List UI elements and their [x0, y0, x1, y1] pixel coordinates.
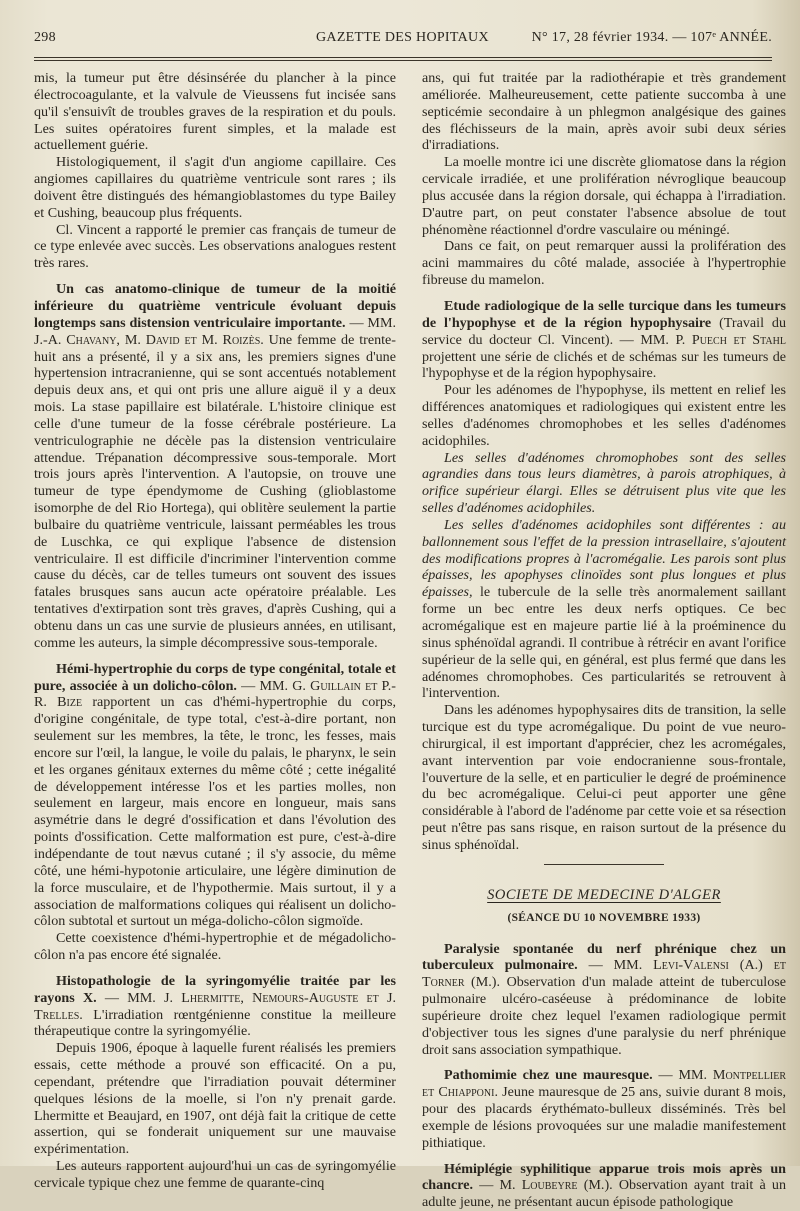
article-text: Observation d'un malade atteint de tuberculose pulmonaire ulcéro-caséeuse à prédominance de lobite supérieure droite chez lequel l'examen radiologique permit d'objectiver tous les signes d'une paralysie du nerf phrénique droit sans association sympathique. — [422, 974, 786, 1058]
paragraph: Cl. Vincent a rapporté le premier cas français de tumeur de ce type enlevée avec succès. Les observations analogues restent très rares. — [34, 221, 396, 272]
article-text: projettent une série de clichés et de schémas sur les tumeurs de l'hypophyse et de la région hypophysaire. — [422, 348, 786, 382]
italic-text: Les selles d'adénomes acidophiles sont différentes : au ballonnement sous l'effet de la pression intrasellaire, s'ajoutent des modifications propres à l'acromégalie. Les parois sont plus épaisses, les apophyses clinoïdes sont plus longues et plus épaisses, — [422, 516, 786, 601]
article-text: Une femme de trente-huit ans a présenté, il y a six ans, les premiers signes d'une hypertension intracranienne, qui se sont accentués notablement depuis deux ans, et qui ont pris une allure aiguë il y a deux mois. La stase papillaire est bilatérale. L'histoire clinique est celle d'une tumeur de la fosse cérébrale postérieure. La ventriculographie ne décèle pas la distension ventriculaire attendue. Trépanation décompressive sous-temporale. Mort trois jours après l'intervention. A l'autopsie, on trouve une tumeur de type épendymome de Cushing (glioblastome isomorphe de del Rio Hortega), qui oblitère seulement la partie bulbaire du quatrième ventricule, laissant perméables les trous de Luschka, ce qui explique l'absence de distension ventriculaire. Il est difficile d'incriminer l'intervention comme cause du décès, car de telles tumeurs ont souvent des issues fatales brusques sans aucun acte opératoire préalable. Les tentatives d'extirpation sont très graves, d'après Cushing, qui a obtenu dans un cas une survie de plusieurs années, en utilisant, comme les auteurs, la simple décompressive sous-temporale. — [34, 331, 396, 651]
paragraph: Depuis 1906, époque à laquelle furent réalisés les premiers essais, cette méthode a prouvé son efficacité. On a pu, cependant, prétendre que l'irradiation pouvait déterminer quelques lésions de la moelle, si l'on n'y prenait garde. Lhermitte et Beaujard, en 1907, ont déjà fait la critique de cette assertion, qui se fonderait uniquement sur une mauvaise expérimentation. — [34, 1040, 396, 1158]
paragraph: Cette coexistence d'hémi-hypertrophie et de mégadolicho-côlon n'a pas encore été signalée. — [34, 930, 396, 964]
paragraph: mis, la tumeur put être désinsérée du plancher à la pince électrocoagulante, et la valvule de Vieussens fut incisée sans qu'il s'ensuivît de troubles graves de la respiration et du pouls. Les suites opératoires furent simples, et la malade est actuellement guérie. — [34, 70, 396, 154]
article: Histopathologie de la syringomyélie traitée par les rayons X. — MM. J. Lhermitte, Nemours-Auguste et J. Trelles. L'irradiation rœntgénienne constitue la meilleure thérapeutique contre la syringomyélie. — [34, 972, 397, 1040]
article-text: L'irradiation rœntgénienne constitue la meilleure thérapeutique contre la syringomyélie. — [34, 1006, 397, 1040]
article-text: rapportent un cas d'hémi-hypertrophie du corps, d'origine congénitale, de type total, c'est-à-dire portant, non seulement sur les membres, la tête, le tronc, les fesses, mais encore sur l'œil, la langue, le voile du palais, le pharynx, le sein et les organes génitaux externes du même côté ; cette inégalité de développement intéresse l'os et les parties molles, non seulement en largeur, mais encore en longueur, mais sans asymétrie dans le degré d'ossification et dans l'évolution des points d'ossification. Cette malformation est pure, c'est-à-dire indépendante de tout nævus cutané ; il s'y associe, du même côté, une hémi-hypotonie articulaire, une légère diminution de la force musculaire, et de l'hypothermie. Mais surtout, il y a association de malformations coliques qui réalisent un dolicho-côlon subtotal et surtout un méga-dolicho-côlon sigmoïde. — [34, 694, 396, 930]
article: Hémiplégie syphilitique apparue trois mois après un chancre. — M. Loubeyre (M.). Observation ayant trait à un adulte jeune, ne présentant aucun épisode pathologique — [422, 1160, 787, 1211]
article-authors: MM. J. Lhermitte, Nemours-Auguste et J. Trelles. — [34, 989, 396, 1023]
article-subtitle: (Travail du service du docteur Cl. Vincent). — [422, 314, 786, 348]
journal-title: GAZETTE DES HOPITAUX — [316, 30, 489, 45]
article-text: Jeune mauresque de 25 ans, suivie durant 8 mois, pour des placards érythémato-bulleux disséminés. Très bel exemple de lésions provoquées sur une maladie manifestement pithiatique. — [422, 1084, 786, 1151]
article-title: Hémi-hypertrophie du corps de type congénital, totale et pure, associée à un dolicho-côlon. — [34, 660, 396, 694]
article-title: Paralysie spontanée du nerf phrénique chez un tuberculeux pulmonaire. — [422, 940, 786, 974]
page-number: 298 — [34, 30, 56, 45]
paragraph: Pour les adénomes de l'hypophyse, ils mettent en relief les différences anatomiques et radiologiques qui existent entre les selles d'adénomes chromophobes et les selles d'adénomes acidophiles. — [422, 382, 786, 449]
article-title: Hémiplégie syphilitique apparue trois mois après un chancre. — [422, 1160, 786, 1194]
article: Un cas anatomo-clinique de tumeur de la moitié inférieure du quatrième ventricule évoluant depuis longtemps sans distension ventriculaire importante. — MM. J.-A. Chavany, M. David et M. Roizès. Une femme de trente-huit ans a présenté, il y a six ans, les premiers signes d'une hypertension intracranienne, qui se sont accentués notablement depuis deux ans, et qui ont pris une allure aiguë il y a deux mois. La stase papillaire est bilatérale. L'histoire clinique est celle d'une tumeur de la fosse cérébrale postérieure. La ventriculographie ne décèle pas la distension ventriculaire attendue. Trépanation décompressive sous-temporale. Mort trois jours après l'intervention. A l'autopsie, on trouve une tumeur de type épendymome de Cushing (glioblastome isomorphe de del Rio Hortega), qui oblitère seulement la partie bulbaire du quatrième ventricule, laissant perméables les trous de Luschka, ce qui explique l'absence de distension ventriculaire. Il est difficile d'incriminer l'intervention comme cause du décès, car de telles tumeurs ont souvent des issues fatales brusques sans aucun acte opératoire préalable. Les tentatives d'extirpation sont très graves, d'après Cushing, qui a obtenu dans un cas une survie de plusieurs années, en utilisant, comme les auteurs, la simple décompressive sous-temporale. — [34, 281, 396, 651]
article-title: Etude radiologique de la selle turcique dans les tumeurs de l'hypophyse et de la région hypophysaire — [422, 297, 786, 331]
article: Pathomimie chez une mauresque. — MM. Montpellier et Chiapponi. Jeune mauresque de 25 ans, suivie durant 8 mois, pour des placards érythémato-bulleux disséminés. Très bel exemple de lésions provoquées sur une maladie manifestement pithiatique. — [422, 1067, 786, 1151]
article-authors: M. Loubeyre (M.). — [499, 1177, 613, 1194]
issue-info: N° 17, 28 février 1934. — 107ᵉ ANNÉE. — [531, 30, 772, 45]
article-authors: MM. G. Guillain et P.-R. Bize — [34, 677, 397, 711]
society-title: SOCIETE DE MEDECINE D'ALGER — [487, 886, 721, 903]
paragraph — [422, 517, 786, 702]
article-text: Observation ayant trait à un adulte jeune, ne présentant aucun épisode pathologique — [422, 1177, 787, 1211]
paragraph: Histologiquement, il s'agit d'un angiome capillaire. Ces angiomes capillaires du quatrième ventricule sont rares ; ils doivent être distingués des hémangioblastomes du type Bailey et Cushing, beaucoup plus fréquents. — [34, 154, 396, 221]
page-header — [34, 30, 772, 50]
paragraph: La moelle montre ici une discrète gliomatose dans la région cervicale irradiée, et une prolifération névroglique beaucoup plus accusée dans la région dorsale, qui échappa à l'irradiation. D'autre part, on peut constater l'absence absolue de tout phénomène réactionnel d'ordre vasculaire ou méningé. — [422, 154, 786, 238]
article-authors: MM. J.-A. Chavany, M. David et M. Roizès. — [34, 314, 396, 348]
article-title: Histopathologie de la syringomyélie traitée par les rayons X. — [34, 972, 396, 1006]
article: Paralysie spontanée du nerf phrénique chez un tuberculeux pulmonaire. — MM. Levi-Valensi (A.) et Torner (M.). Observation d'un malade atteint de tuberculose pulmonaire ulcéro-caséeuse à prédominance de lobite supérieure droite chez lequel l'examen radiologique permit d'objectiver tous les signes d'une paralysie du nerf phrénique droit sans association sympathique. — [422, 940, 786, 1058]
left-column — [34, 70, 396, 1192]
paragraph: Dans les adénomes hypophysaires dits de transition, la selle turcique est du type acromégalique. Du point de vue neuro-chirurgical, il est important d'apprécier, chez les acromégales, avant intervention par voie endocranienne sous-frontale, l'ouverture de la selle, et en particulier le degré de proéminence du bec acromégalique. Celui-ci peut apporter une gêne considérable à l'abord de l'adénome par cette voie et sa résection peut n'être pas sans risque, en raison surtout de la présence du sinus sphénoïdal. — [422, 702, 786, 853]
paragraph-italic: Les selles d'adénomes chromophobes sont des selles agrandies dans tous leurs diamètres, à parois atrophiques, à orifice supérieur élargi. Elles se détruisent plus vite que les selles d'adénomes acidophiles. — [422, 449, 786, 517]
article-authors: MM. Levi-Valensi (A.) et Torner (M.). — [422, 957, 786, 991]
article-authors: MM. P. Puech et Stahl — [640, 331, 786, 348]
paragraph: Dans ce fait, on peut remarquer aussi la prolifération des acini mammaires du côté malade, associée à l'hypertrophie fibreuse du mamelon. — [422, 238, 786, 289]
article-title: Un cas anatomo-clinique de tumeur de la moitié inférieure du quatrième ventricule évoluant depuis longtemps sans distension ventriculaire importante. — [34, 281, 396, 331]
paragraph-text: le tubercule de la selle très anormalement saillant forme un bec entre les deux nerfs optiques. Ce bec acromégalique est en majeure partie lié à la proéminence du sinus sphénoïdal agrandi. Il contribue à rétrécir en avant l'orifice supérieur de la selle qui, en général, est plus fermé que dans les adénomes chromophobes. Ces particularités se retrouvent à l'intervention. — [422, 584, 786, 702]
section-divider — [544, 864, 664, 865]
society-session-date: (SÉANCE DU 10 NOVEMBRE 1933) — [507, 911, 701, 924]
paragraph: Les auteurs rapportent aujourd'hui un cas de syringomyélie cervicale typique chez une femme de quarante-cinq — [34, 1158, 396, 1191]
header-rule — [34, 57, 772, 58]
article-title: Pathomimie chez une mauresque. — [444, 1067, 653, 1084]
article: Etude radiologique de la selle turcique dans les tumeurs de l'hypophyse et de la région hypophysaire (Travail du service du docteur Cl. Vincent). — MM. P. Puech et Stahl projettent une série de clichés et de schémas sur les tumeurs de l'hypophyse et de la région hypophysaire. — [422, 297, 786, 382]
paragraph: ans, qui fut traitée par la radiothérapie et très grandement améliorée. Malheureusement, cette patiente succomba à une septicémie secondaire à un phlegmon analgésique des gaines des fléchisseurs de la main, après avoir subi deux séries d'irradiations. — [422, 70, 786, 154]
article-authors: MM. Montpellier et Chiapponi. — [422, 1067, 786, 1101]
article: Hémi-hypertrophie du corps de type congénital, totale et pure, associée à un dolicho-côlon. — MM. G. Guillain et P.-R. Bize rapportent un cas d'hémi-hypertrophie du corps, d'origine congénitale, de type total, c'est-à-dire portant, non seulement sur les membres, la tête, le tronc, les fesses, mais encore sur l'œil, la langue, le voile du palais, le pharynx, le sein et les organes génitaux externes du même côté ; cette inégalité de développement intéresse l'os et les parties molles, non seulement en largeur, mais encore en longueur, mais sans asymétrie dans le degré d'ossification et dans l'évolution des points d'ossification. Cette malformation est pure, c'est-à-dire indépendante de tout nævus cutané ; il s'y associe, du même côté, une hémi-hypotonie articulaire, une légère diminution de la force musculaire, et de l'hypothermie. Mais surtout, il y a association de malformations coliques qui réalisent un dolicho-côlon subtotal et surtout un méga-dolicho-côlon sigmoïde. — [34, 660, 397, 930]
header-rule-thin — [34, 60, 772, 61]
right-column — [422, 70, 786, 1211]
